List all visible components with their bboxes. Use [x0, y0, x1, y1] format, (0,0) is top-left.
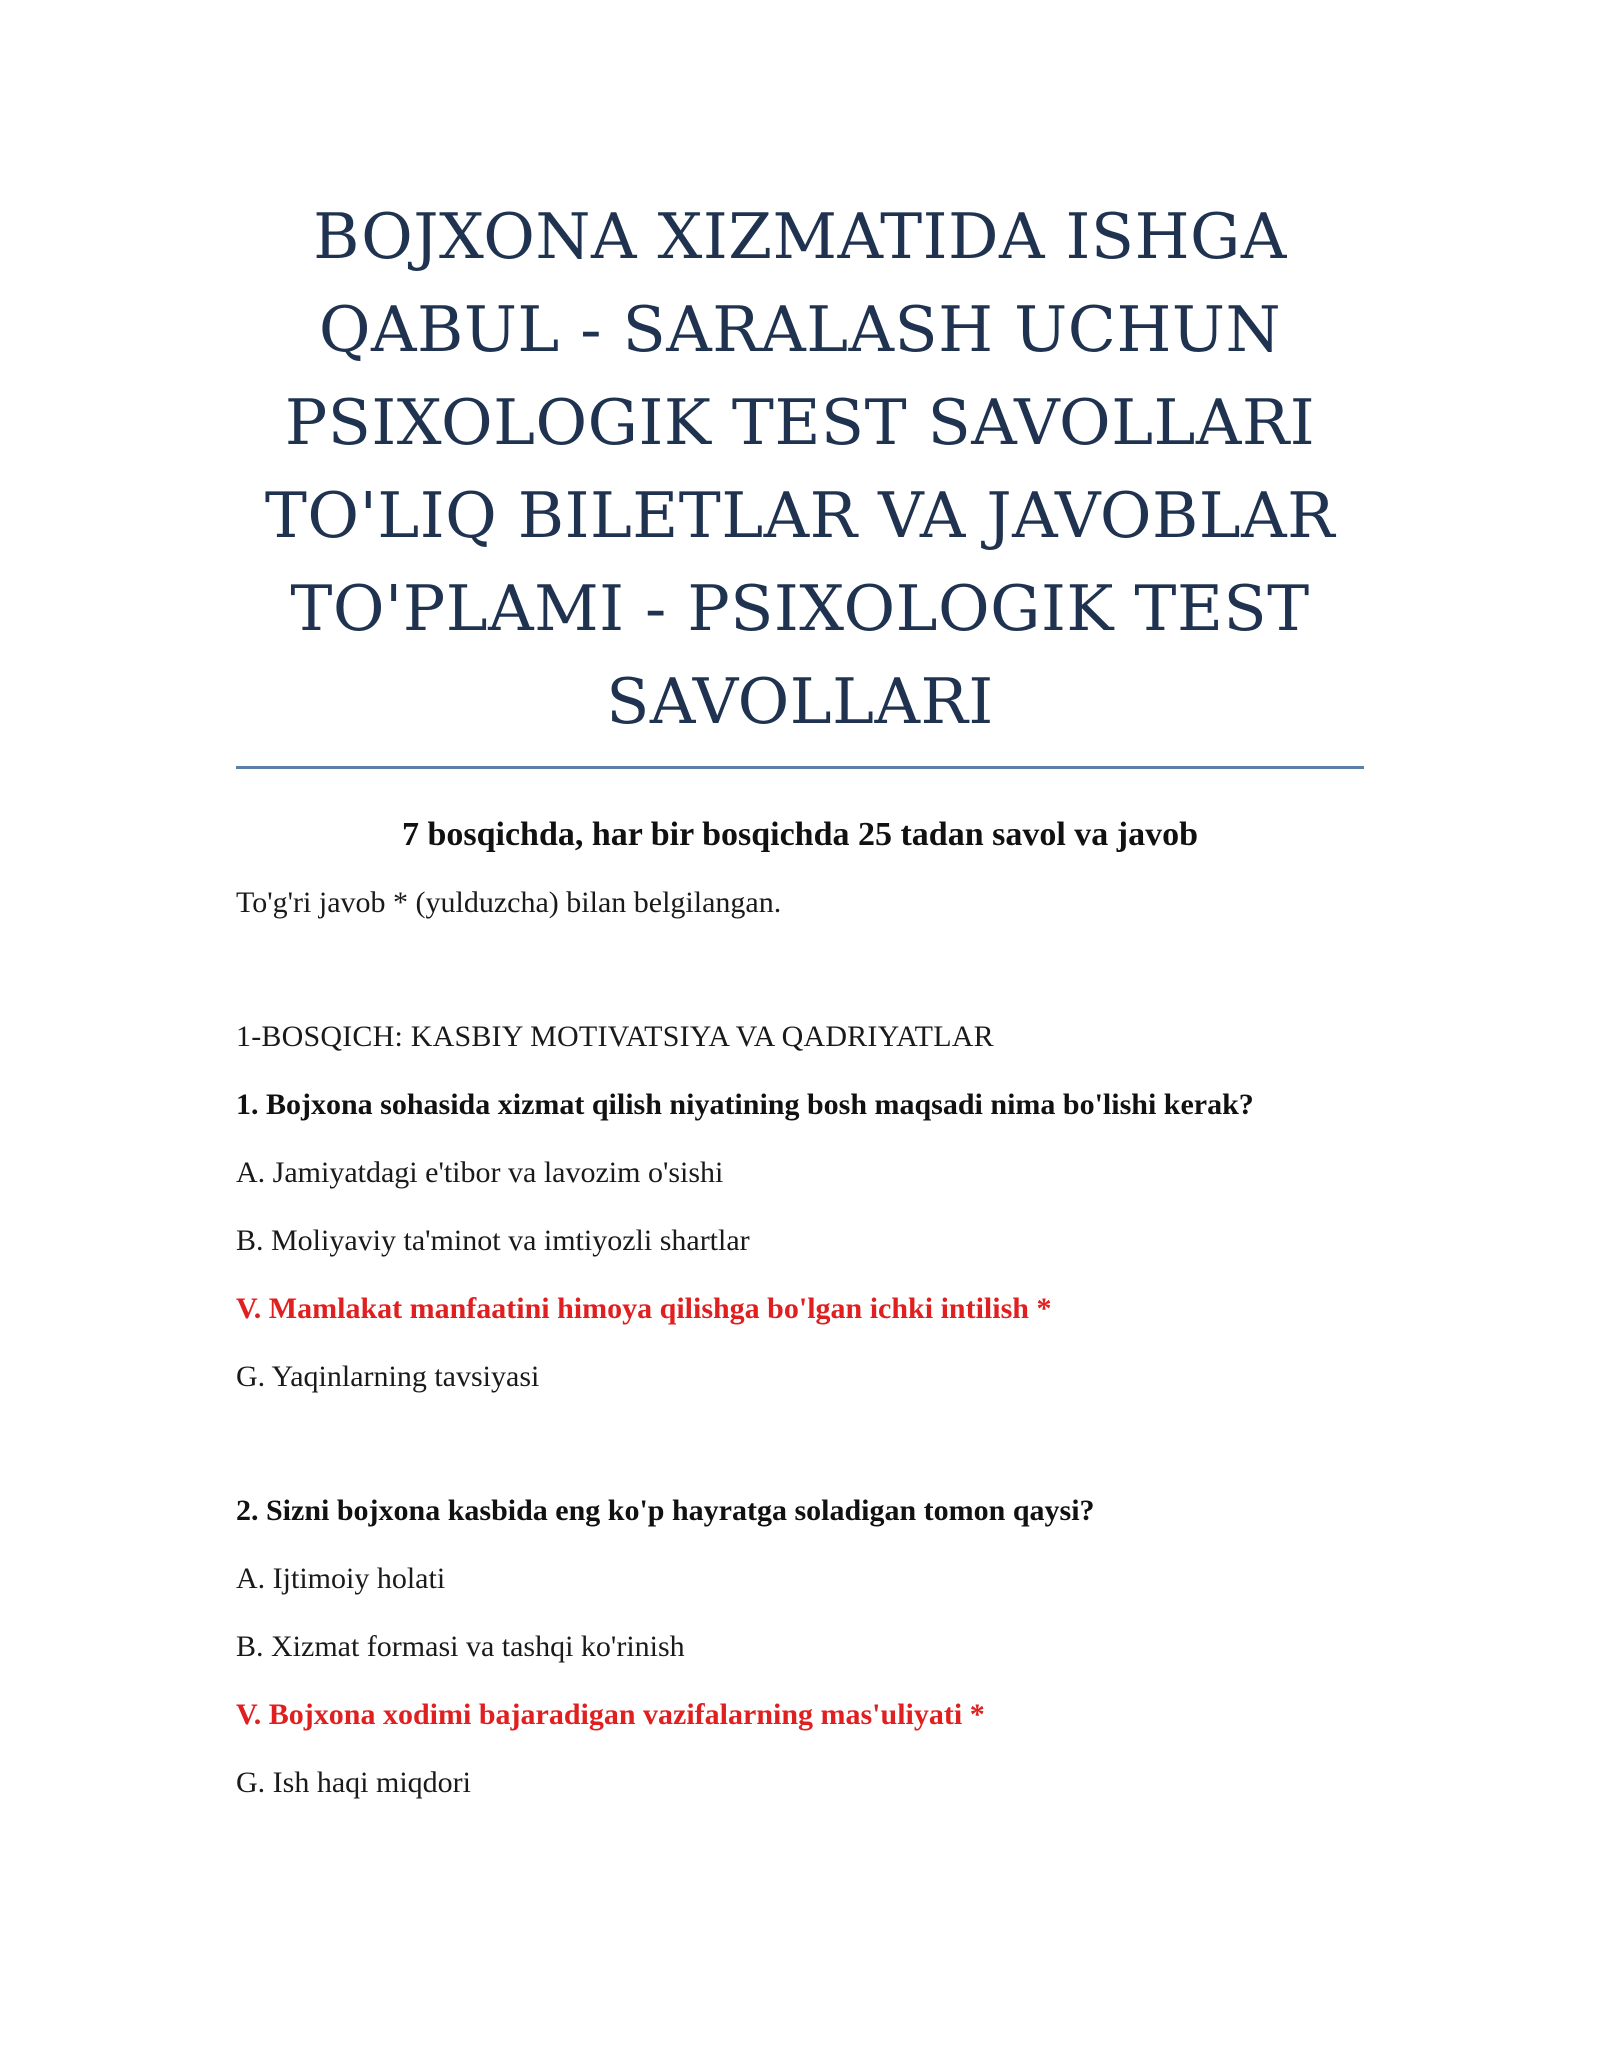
answer-option-g: G. Ish haqi miqdori: [236, 1766, 471, 1799]
answer-option-g: G. Yaqinlarning tavsiyasi: [236, 1360, 540, 1393]
question-1: [236, 1085, 1364, 1397]
document-subtitle: 7 bosqichda, har bir bosqichda 25 tadan savol va javob: [401, 816, 1199, 853]
answer-option-v-correct: V. Mamlakat manfaatini himoya qilishga bo'lgan ichki intilish *: [236, 1292, 1052, 1325]
answer-option-b: B. Xizmat formasi va tashqi ko'rinish: [236, 1630, 685, 1663]
title-line: TO'LIQ BILETLAR VA JAVOBLAR: [264, 479, 1336, 552]
question-text: 2. Sizni bojxona kasbida eng ko'p hayratga soladigan tomon qaysi?: [236, 1494, 1095, 1527]
title-line: PSIXOLOGIK TEST SAVOLLARI: [284, 386, 1316, 459]
answer-option-a: A. Ijtimoiy holati: [236, 1562, 446, 1595]
question-2: [236, 1491, 1364, 1803]
section-heading: 1-BOSQICH: KASBIY MOTIVATSIYA VA QADRIYATLAR: [236, 1020, 994, 1053]
title-line: BOJXONA XIZMATIDA ISHGA: [313, 200, 1287, 273]
title-divider: [236, 766, 1364, 769]
title-line: SAVOLLARI: [606, 665, 994, 738]
title-line: TO'PLAMI - PSIXOLOGIK TEST: [290, 572, 1310, 645]
answer-option-b: B. Moliyaviy ta'minot va imtiyozli shartlar: [236, 1224, 750, 1257]
answer-option-v-correct: V. Bojxona xodimi bajaradigan vazifalarning mas'uliyati *: [236, 1698, 985, 1731]
question-text: 1. Bojxona sohasida xizmat qilish niyatining bosh maqsadi nima bo'lishi kerak?: [236, 1088, 1254, 1121]
document-content: [236, 190, 1364, 1803]
answer-key-note: To'g'ri javob * (yulduzcha) bilan belgilangan.: [236, 886, 782, 919]
title-line: QABUL - SARALASH UCHUN: [318, 293, 1282, 366]
answer-option-a: A. Jamiyatdagi e'tibor va lavozim o'sishi: [236, 1156, 724, 1189]
document-title: [236, 190, 1364, 748]
